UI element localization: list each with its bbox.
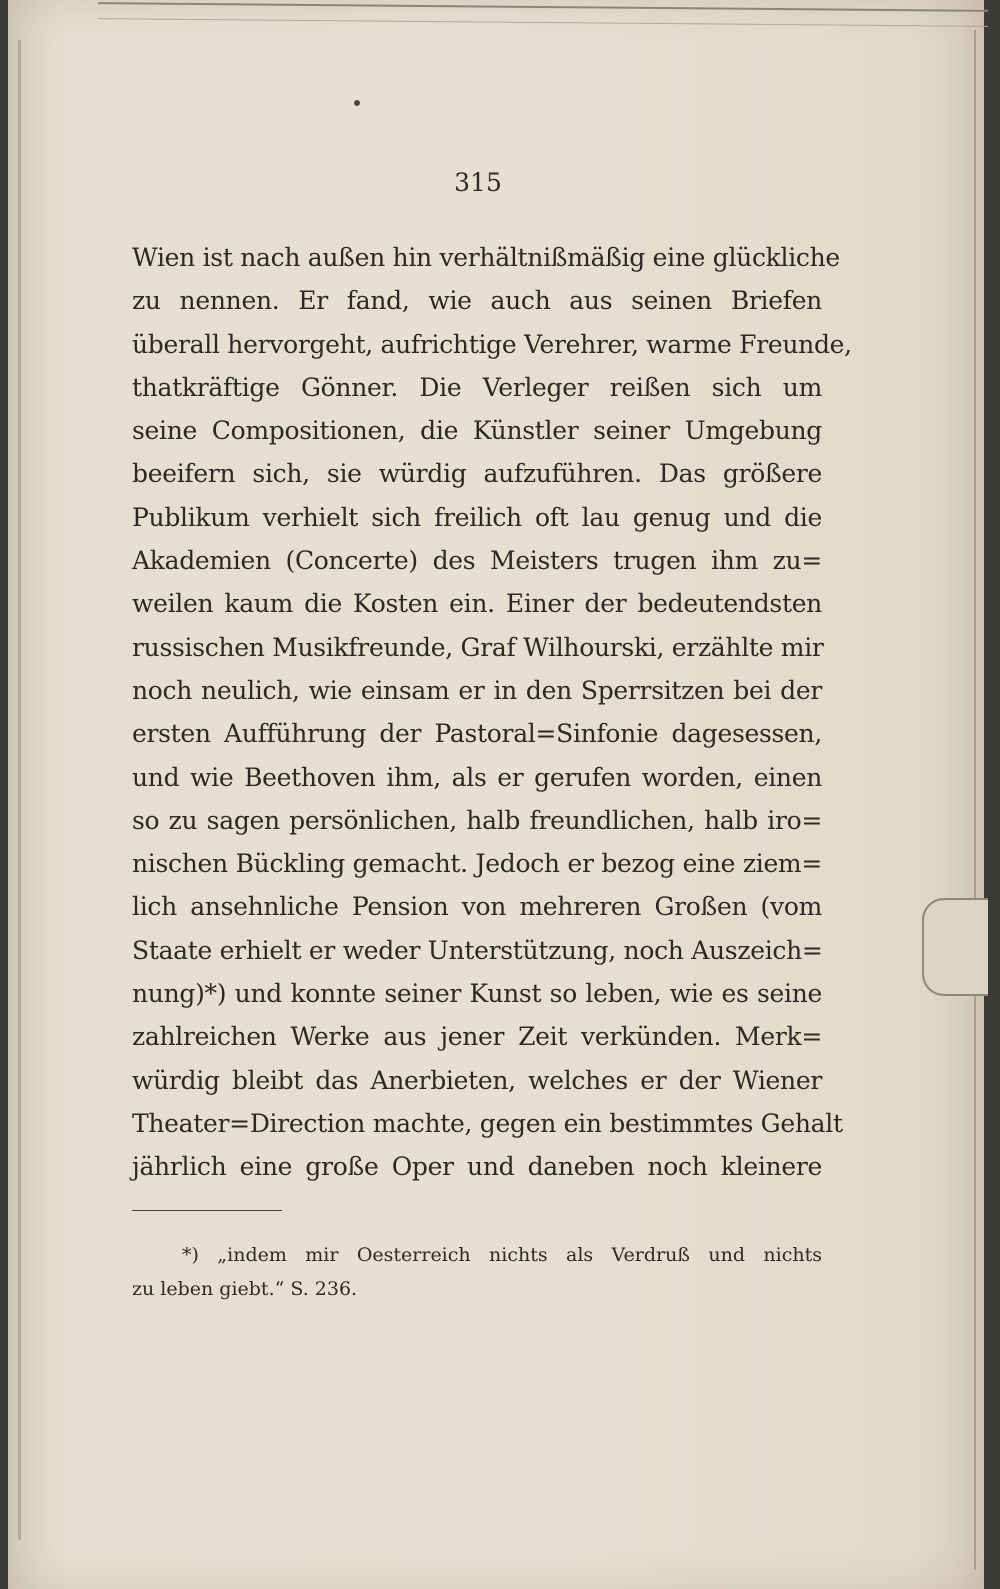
text-line: Staate erhielt er weder Unterstützung, noch Auszeich=: [132, 935, 823, 965]
text-line: nung)*) und konnte seiner Kunst so leben, wie es seine: [132, 979, 822, 1009]
text-line: Wien ist nach außen hin verhältnißmäßig eine glückliche: [132, 243, 840, 272]
book-page: [8, 0, 984, 1589]
footnote-divider: [132, 1210, 282, 1211]
footnote-line: zu leben giebt.“ S. 236.: [132, 1278, 358, 1300]
page-tab-marker: [922, 898, 988, 996]
text-line: zu nennen. Er fand, wie auch aus seinen Briefen: [132, 286, 822, 316]
text-line: beeifern sich, sie würdig aufzuführen. Das größere: [132, 459, 822, 489]
text-line: thatkräftige Gönner. Die Verleger reißen sich um: [132, 372, 822, 402]
text-line: noch neulich, wie einsam er in den Sperrsitzen bei der: [132, 675, 822, 705]
page-left-edge: [18, 40, 21, 1540]
text-line: Akademien (Concerte) des Meisters trugen ihm zu=: [132, 546, 822, 576]
text-line: Theater=Direction machte, gegen ein bestimmtes Gehalt: [132, 1108, 843, 1138]
footnote: [132, 1238, 822, 1306]
text-line: und wie Beethoven ihm, als er gerufen worden, einen: [132, 762, 822, 792]
text-line: weilen kaum die Kosten ein. Einer der bedeutendsten: [132, 589, 822, 619]
body-text: [132, 236, 852, 1189]
text-line: seine Compositionen, die Künstler seiner Umgebung: [132, 416, 822, 446]
footnote-line: *) „indem mir Oesterreich nichts als Verdruß und nichts: [182, 1244, 822, 1266]
text-line: lich ansehnliche Pension von mehreren Großen (vom: [132, 892, 822, 922]
page-right-edge: [974, 30, 976, 1570]
text-line: so zu sagen persönlichen, halb freundlichen, halb iro=: [132, 805, 822, 835]
text-line: überall hervorgeht, aufrichtige Verehrer, warme Freunde,: [132, 329, 852, 359]
text-line: russischen Musikfreunde, Graf Wilhourski, erzählte mir: [132, 632, 824, 662]
text-line: Publikum verhielt sich freilich oft lau genug und die: [132, 502, 822, 532]
text-line: nischen Bückling gemacht. Jedoch er bezog eine ziem=: [132, 849, 822, 879]
text-line: zahlreichen Werke aus jener Zeit verkünden. Merk=: [132, 1022, 822, 1052]
page-number: 315: [454, 168, 502, 197]
text-line: ersten Aufführung der Pastoral=Sinfonie dagesessen,: [132, 719, 822, 749]
text-line: würdig bleibt das Anerbieten, welches er der Wiener: [132, 1065, 822, 1095]
text-line: jährlich eine große Oper und daneben noch kleinere: [132, 1152, 822, 1182]
page-top-edge: [98, 2, 988, 27]
ink-dot: [354, 100, 360, 106]
